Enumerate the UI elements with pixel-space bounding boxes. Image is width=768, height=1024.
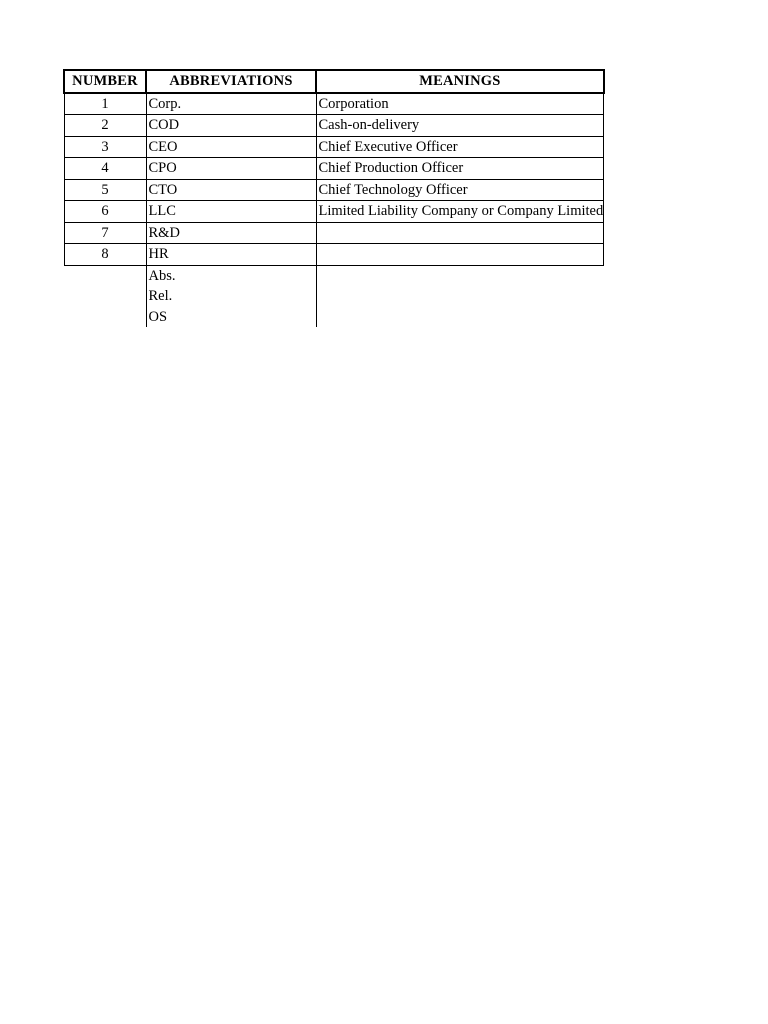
cell-number[interactable]: 3 (64, 136, 146, 158)
table-row (64, 179, 604, 201)
cell-abbreviation[interactable]: CPO (146, 158, 316, 180)
empty-cell[interactable] (64, 307, 146, 328)
cell-meaning[interactable]: Chief Technology Officer (316, 179, 604, 201)
abbreviations-table (63, 69, 605, 327)
cell-number[interactable]: 4 (64, 158, 146, 180)
cell-meaning[interactable]: Chief Executive Officer (316, 136, 604, 158)
table-row (64, 136, 604, 158)
cell-meaning[interactable] (316, 201, 604, 223)
cell-number[interactable]: 8 (64, 244, 146, 266)
extra-row (64, 265, 604, 286)
cell-abbreviation[interactable]: Abs. (146, 265, 316, 286)
cell-meaning[interactable] (316, 244, 604, 266)
table-row (64, 222, 604, 244)
cell-abbreviation[interactable]: CTO (146, 179, 316, 201)
cell-abbreviation[interactable]: COD (146, 115, 316, 137)
header-meanings[interactable]: MEANINGS (316, 70, 604, 93)
table-row (64, 93, 604, 115)
cell-abbreviation[interactable]: OS (146, 307, 316, 328)
cell-number[interactable]: 1 (64, 93, 146, 115)
cell-meaning[interactable]: Cash-on-delivery (316, 115, 604, 137)
table-row (64, 115, 604, 137)
cell-meaning[interactable] (316, 222, 604, 244)
header-number[interactable]: NUMBER (64, 70, 146, 93)
cell-number[interactable]: 7 (64, 222, 146, 244)
empty-cell[interactable] (64, 265, 146, 286)
cell-number[interactable]: 5 (64, 179, 146, 201)
cell-abbreviation[interactable]: Rel. (146, 286, 316, 307)
extra-row (64, 286, 604, 307)
header-row (64, 70, 604, 93)
cell-meaning[interactable]: Chief Production Officer (316, 158, 604, 180)
cell-number[interactable]: 2 (64, 115, 146, 137)
cell-abbreviation[interactable]: CEO (146, 136, 316, 158)
cell-abbreviation[interactable]: R&D (146, 222, 316, 244)
empty-cell[interactable] (316, 286, 604, 307)
cell-number[interactable]: 6 (64, 201, 146, 223)
table-row (64, 244, 604, 266)
cell-meaning-text: Limited Liability Company or Company Limited (318, 203, 604, 220)
cell-meaning[interactable]: Corporation (316, 93, 604, 115)
spreadsheet-sheet (63, 69, 605, 327)
table-row (64, 201, 604, 223)
empty-cell[interactable] (316, 307, 604, 328)
cell-abbreviation[interactable]: LLC (146, 201, 316, 223)
table-row (64, 158, 604, 180)
empty-cell[interactable] (64, 286, 146, 307)
extra-row (64, 307, 604, 328)
cell-abbreviation[interactable]: Corp. (146, 93, 316, 115)
empty-cell[interactable] (316, 265, 604, 286)
header-abbreviations[interactable]: ABBREVIATIONS (146, 70, 316, 93)
cell-abbreviation[interactable]: HR (146, 244, 316, 266)
